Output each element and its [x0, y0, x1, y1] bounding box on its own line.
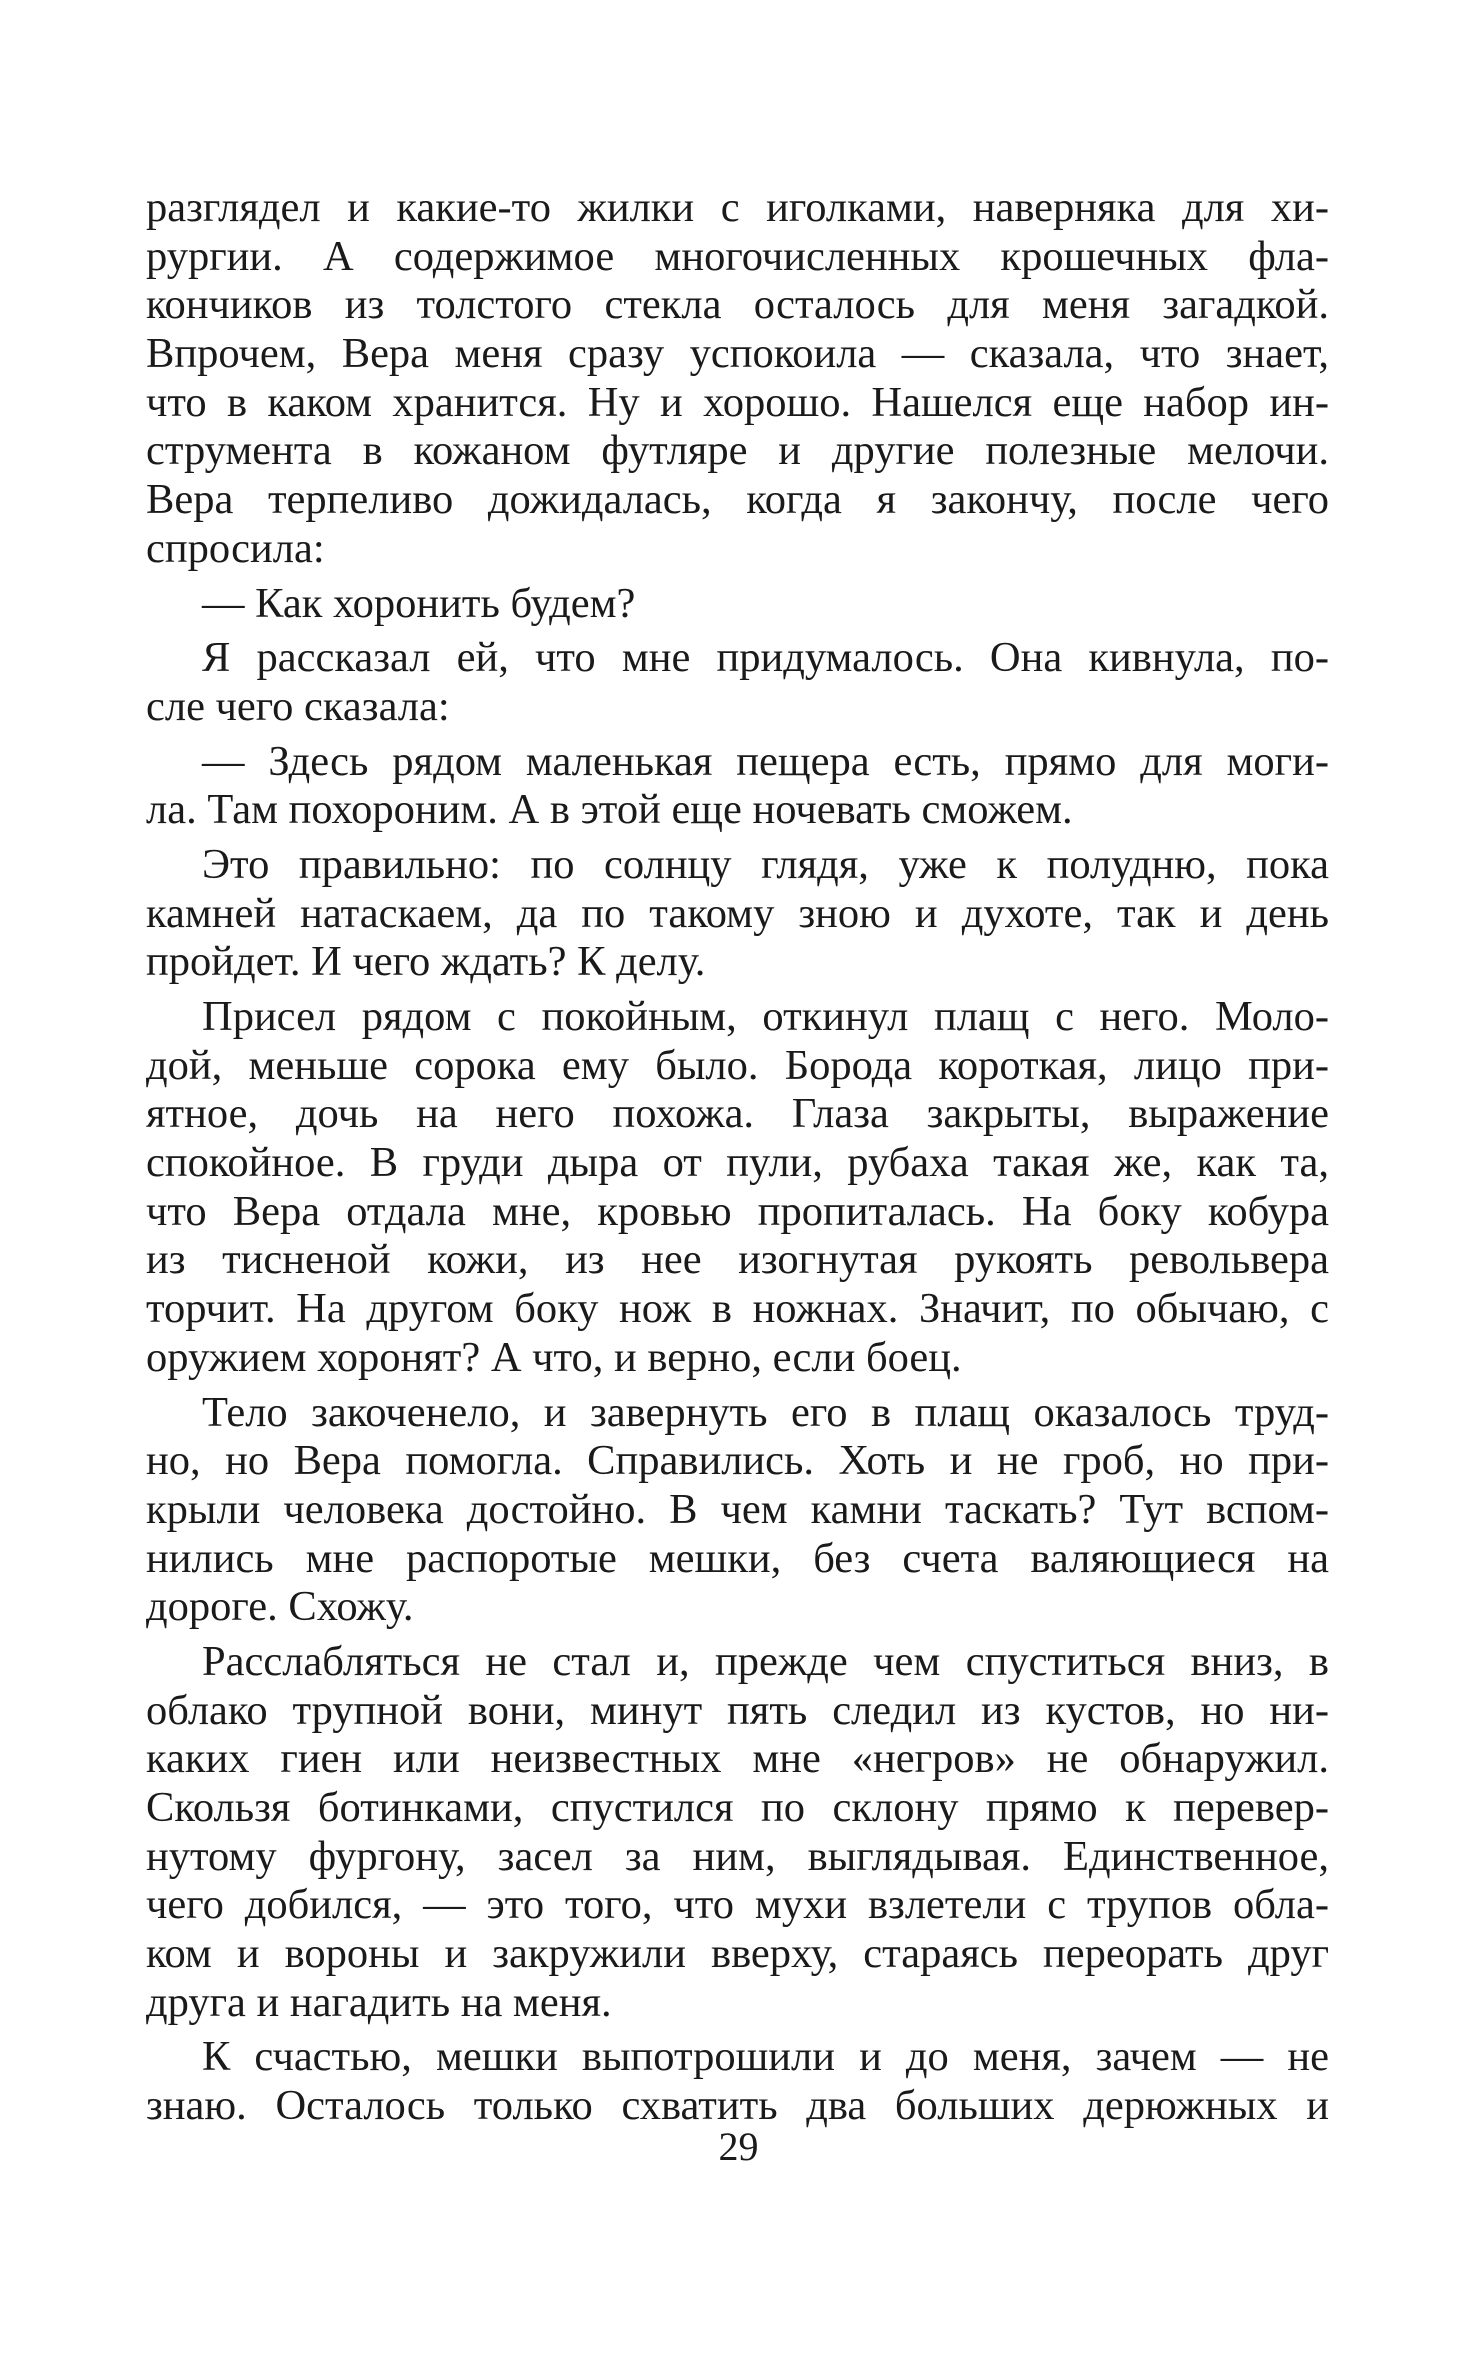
text-line: дороге. Схожу.: [146, 1583, 414, 1631]
paragraph: [146, 184, 1329, 574]
text-line: ла. Там похороним. А в этой еще ночевать сможем.: [146, 786, 1073, 834]
text-line: Расслабляться не стал и, прежде чем спуститься вниз, в: [202, 1637, 1329, 1685]
text-line: чего добился, — это того, что мухи взлетели с трупов обла-: [146, 1881, 1329, 1929]
text-line: оружием хоронят? А что, и верно, если боец.: [146, 1333, 962, 1381]
text-line: сле чего сказала:: [146, 682, 450, 730]
text-line: Я рассказал ей, что мне придумалось. Она кивнула, по-: [202, 634, 1329, 682]
text-line: ятное, дочь на него похожа. Глаза закрыты, выражение: [146, 1090, 1329, 1138]
text-line: дой, меньше сорока ему было. Борода короткая, лицо при-: [146, 1041, 1329, 1089]
text-line: Вера терпеливо дожидалась, когда я закончу, после чего: [146, 476, 1329, 524]
paragraph: [146, 993, 1329, 1383]
text-line: Впрочем, Вера меня сразу успокоила — сказала, что знает,: [146, 330, 1329, 378]
paragraph: [146, 2033, 1329, 2130]
text-line: Это правильно: по солнцу глядя, уже к полудню, пока: [202, 840, 1329, 888]
text-line: — Как хоронить будем?: [202, 579, 636, 627]
text-line: ком и вороны и закружили вверху, стараясь переорать друг: [146, 1930, 1329, 1978]
text-line: разглядел и какие-то жилки с иголками, наверняка для хи-: [146, 184, 1329, 231]
text-line: пройдет. И чего ждать? К делу.: [146, 938, 706, 986]
text-line: Тело закоченело, и завернуть его в плащ оказалось труд-: [202, 1388, 1329, 1436]
paragraph: [146, 1389, 1329, 1632]
text-line: облако трупной вони, минут пять следил из кустов, но ни-: [146, 1686, 1329, 1734]
text-line: камней натаскаем, да по такому зною и духоте, так и день: [146, 889, 1329, 937]
text-line: друга и нагадить на меня.: [146, 1978, 612, 2026]
text-line: — Здесь рядом маленькая пещера есть, прямо для моги-: [202, 737, 1329, 785]
paragraph: [146, 738, 1329, 835]
text-line: К счастью, мешки выпотрошили и до меня, зачем — не: [202, 2033, 1329, 2081]
paragraph: [146, 580, 1329, 629]
text-line: что Вера отдала мне, кровью пропиталась. На боку кобура: [146, 1187, 1329, 1235]
text-line: струмента в кожаном футляре и другие полезные мелочи.: [146, 427, 1329, 475]
text-line: Присел рядом с покойным, откинул плащ с него. Моло-: [202, 993, 1329, 1040]
paragraph: [146, 1638, 1329, 2028]
text-line: спросила:: [146, 524, 325, 572]
text-line: крыли человека достойно. В чем камни таскать? Тут вспом-: [146, 1485, 1329, 1533]
text-line: нились мне распоротые мешки, без счета валяющиеся на: [146, 1534, 1329, 1582]
text-line: каких гиен или неизвестных мне «негров» не обнаружил.: [146, 1735, 1329, 1783]
page-number: 29: [718, 2124, 759, 2169]
body-text: [146, 184, 1329, 2131]
text-line: что в каком хранится. Ну и хорошо. Нашелся еще набор ин-: [146, 378, 1329, 426]
text-line: торчит. На другом боку нож в ножнах. Значит, по обычаю, с: [146, 1285, 1329, 1333]
text-line: спокойное. В груди дыра от пули, рубаха такая же, как та,: [146, 1139, 1329, 1187]
paragraph: [146, 634, 1329, 731]
text-line: рургии. А содержимое многочисленных крошечных фла-: [146, 232, 1329, 280]
text-line: из тисненой кожи, из нее изогнутая рукоять револьвера: [146, 1236, 1329, 1284]
paragraph: [146, 841, 1329, 987]
text-line: но, но Вера помогла. Справились. Хоть и не гроб, но при-: [146, 1437, 1329, 1485]
text-line: знаю. Осталось только схватить два больших дерюжных и: [146, 2082, 1329, 2130]
text-line: Скользя ботинками, спустился по склону прямо к перевер-: [146, 1784, 1329, 1831]
text-line: кончиков из толстого стекла осталось для меня загадкой.: [146, 281, 1329, 329]
text-line: нутому фургону, засел за ним, выглядывая. Единственное,: [146, 1832, 1329, 1880]
